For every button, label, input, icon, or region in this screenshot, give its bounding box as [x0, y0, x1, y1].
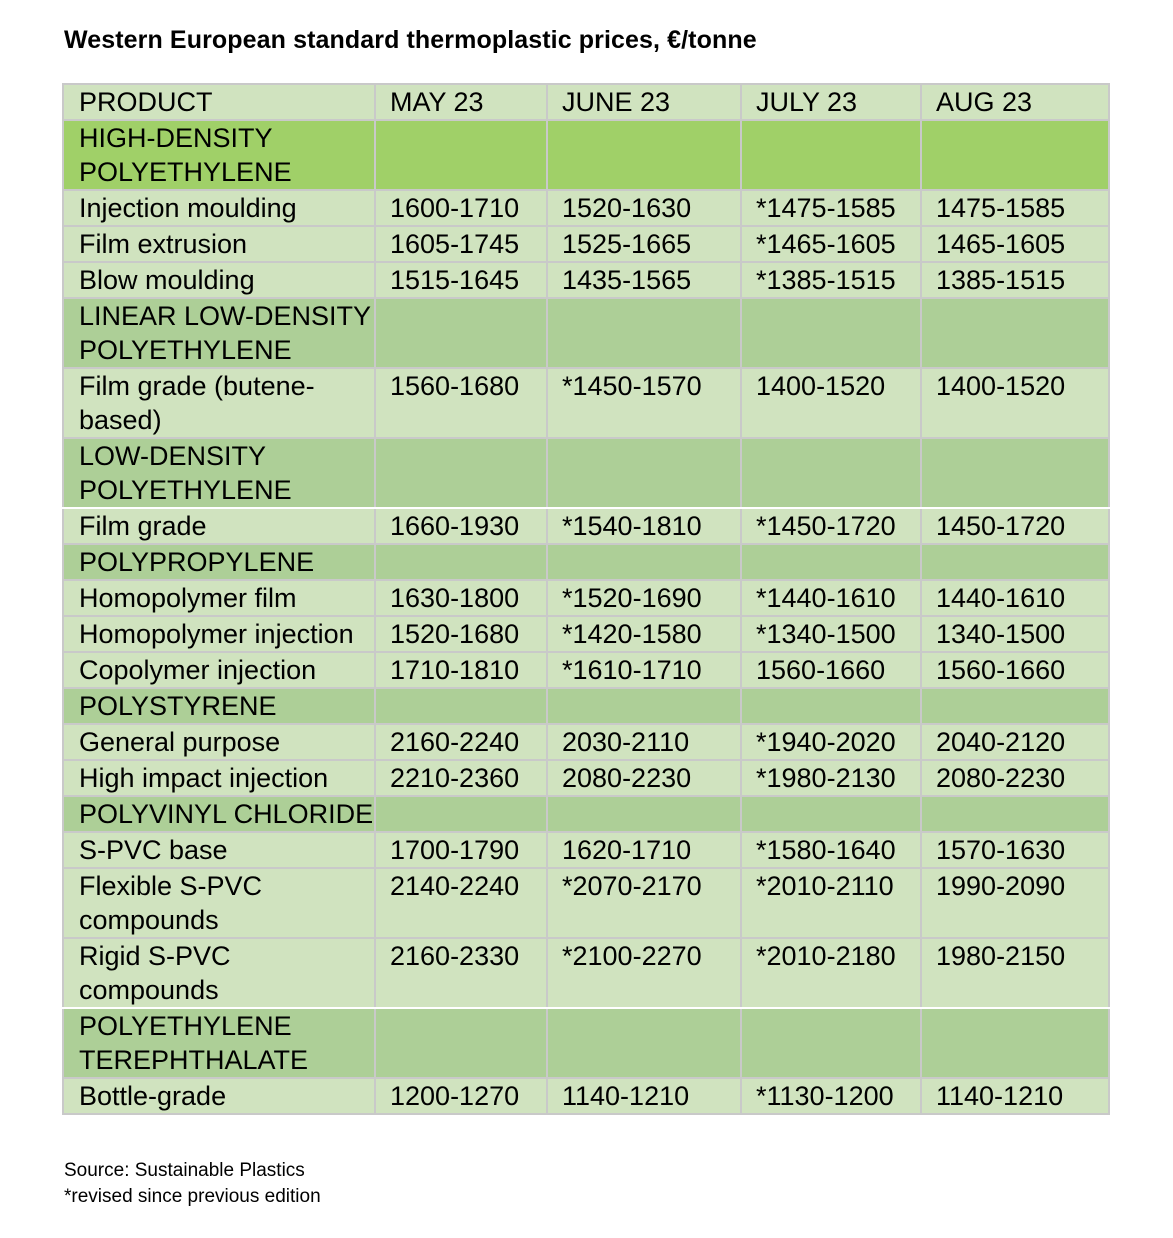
- header-aug-23: AUG 23: [921, 84, 1109, 120]
- price-june: 1435-1565: [547, 262, 741, 298]
- price-june: *1520-1690: [547, 580, 741, 616]
- price-july: *1450-1720: [741, 508, 921, 544]
- section-row: [63, 1008, 1109, 1078]
- product-name: Film grade: [63, 508, 375, 544]
- product-name: Homopolymer injection: [63, 616, 375, 652]
- price-july: *1440-1610: [741, 580, 921, 616]
- price-june: 1525-1665: [547, 226, 741, 262]
- section-row: [63, 298, 1109, 368]
- price-june: 2080-2230: [547, 760, 741, 796]
- price-july: 1560-1660: [741, 652, 921, 688]
- price-aug: 1450-1720: [921, 508, 1109, 544]
- section-name: HIGH-DENSITY POLYETHYLENE: [63, 120, 375, 190]
- price-may: 2160-2330: [375, 938, 547, 1008]
- table-row: [63, 1078, 1109, 1114]
- price-july: *1980-2130: [741, 760, 921, 796]
- price-may: 1200-1270: [375, 1078, 547, 1114]
- product-name: Blow moulding: [63, 262, 375, 298]
- price-aug: 1990-2090: [921, 868, 1109, 938]
- price-may: 2140-2240: [375, 868, 547, 938]
- section-name: POLYETHYLENE TEREPHTHALATE: [63, 1008, 375, 1078]
- price-june: *1540-1810: [547, 508, 741, 544]
- price-aug: 1570-1630: [921, 832, 1109, 868]
- table-row: [63, 832, 1109, 868]
- price-july: *1340-1500: [741, 616, 921, 652]
- product-name: Flexible S-PVC compounds: [63, 868, 375, 938]
- price-aug: 2080-2230: [921, 760, 1109, 796]
- price-may: 1605-1745: [375, 226, 547, 262]
- price-july: *1580-1640: [741, 832, 921, 868]
- section-row: [63, 120, 1109, 190]
- product-name: Rigid S-PVC compounds: [63, 938, 375, 1008]
- price-aug: 1475-1585: [921, 190, 1109, 226]
- price-aug: 1440-1610: [921, 580, 1109, 616]
- product-name: High impact injection: [63, 760, 375, 796]
- table-row: [63, 580, 1109, 616]
- price-aug: 1465-1605: [921, 226, 1109, 262]
- price-may: 1515-1645: [375, 262, 547, 298]
- price-aug: 1560-1660: [921, 652, 1109, 688]
- table-row: [63, 760, 1109, 796]
- section-name: POLYSTYRENE: [63, 688, 375, 724]
- table-row: [63, 868, 1109, 938]
- price-june: 1520-1630: [547, 190, 741, 226]
- product-name: Film grade (butene-based): [63, 368, 375, 438]
- product-name: Film extrusion: [63, 226, 375, 262]
- table-row: [63, 226, 1109, 262]
- price-may: 1560-1680: [375, 368, 547, 438]
- price-may: 1710-1810: [375, 652, 547, 688]
- header-may-23: MAY 23: [375, 84, 547, 120]
- product-name: Homopolymer film: [63, 580, 375, 616]
- table-title: Western European standard thermoplastic prices, €/tonne: [64, 26, 757, 54]
- price-july: *2010-2110: [741, 868, 921, 938]
- price-may: 1600-1710: [375, 190, 547, 226]
- price-may: 1700-1790: [375, 832, 547, 868]
- price-may: 1660-1930: [375, 508, 547, 544]
- product-name: Bottle-grade: [63, 1078, 375, 1114]
- product-name: S-PVC base: [63, 832, 375, 868]
- price-july: *1465-1605: [741, 226, 921, 262]
- product-name: Injection moulding: [63, 190, 375, 226]
- price-aug: 1340-1500: [921, 616, 1109, 652]
- product-name: General purpose: [63, 724, 375, 760]
- header-row: [63, 84, 1109, 120]
- price-may: 1630-1800: [375, 580, 547, 616]
- price-july: *1130-1200: [741, 1078, 921, 1114]
- header-june-23: JUNE 23: [547, 84, 741, 120]
- price-june: 1620-1710: [547, 832, 741, 868]
- revision-footnote: *revised since previous edition: [64, 1186, 321, 1207]
- price-june: *2070-2170: [547, 868, 741, 938]
- price-may: 2160-2240: [375, 724, 547, 760]
- table-row: [63, 616, 1109, 652]
- price-june: *2100-2270: [547, 938, 741, 1008]
- price-july: *1940-2020: [741, 724, 921, 760]
- section-row: [63, 796, 1109, 832]
- price-may: 2210-2360: [375, 760, 547, 796]
- price-aug: 1140-1210: [921, 1078, 1109, 1114]
- header-july-23: JULY 23: [741, 84, 921, 120]
- price-june: 1140-1210: [547, 1078, 741, 1114]
- product-name: Copolymer injection: [63, 652, 375, 688]
- table-row: [63, 652, 1109, 688]
- price-aug: 2040-2120: [921, 724, 1109, 760]
- price-aug: 1400-1520: [921, 368, 1109, 438]
- price-june: 2030-2110: [547, 724, 741, 760]
- price-july: *1475-1585: [741, 190, 921, 226]
- section-name: LOW-DENSITY POLYETHYLENE: [63, 438, 375, 508]
- table-row: [63, 368, 1109, 438]
- table-row: [63, 262, 1109, 298]
- section-row: [63, 438, 1109, 508]
- price-july: *1385-1515: [741, 262, 921, 298]
- table-row: [63, 938, 1109, 1008]
- price-june: *1420-1580: [547, 616, 741, 652]
- price-table: [62, 83, 1110, 1115]
- section-name: POLYVINYL CHLORIDE: [63, 796, 375, 832]
- header-product: PRODUCT: [63, 84, 375, 120]
- price-july: *2010-2180: [741, 938, 921, 1008]
- section-row: [63, 688, 1109, 724]
- price-may: 1520-1680: [375, 616, 547, 652]
- price-aug: 1980-2150: [921, 938, 1109, 1008]
- table-row: [63, 724, 1109, 760]
- section-row: [63, 544, 1109, 580]
- source-note: Source: Sustainable Plastics: [64, 1160, 305, 1181]
- price-aug: 1385-1515: [921, 262, 1109, 298]
- table-row: [63, 190, 1109, 226]
- table-row: [63, 508, 1109, 544]
- section-name: LINEAR LOW-DENSITY POLYETHYLENE: [63, 298, 375, 368]
- price-june: *1610-1710: [547, 652, 741, 688]
- price-june: *1450-1570: [547, 368, 741, 438]
- section-name: POLYPROPYLENE: [63, 544, 375, 580]
- price-july: 1400-1520: [741, 368, 921, 438]
